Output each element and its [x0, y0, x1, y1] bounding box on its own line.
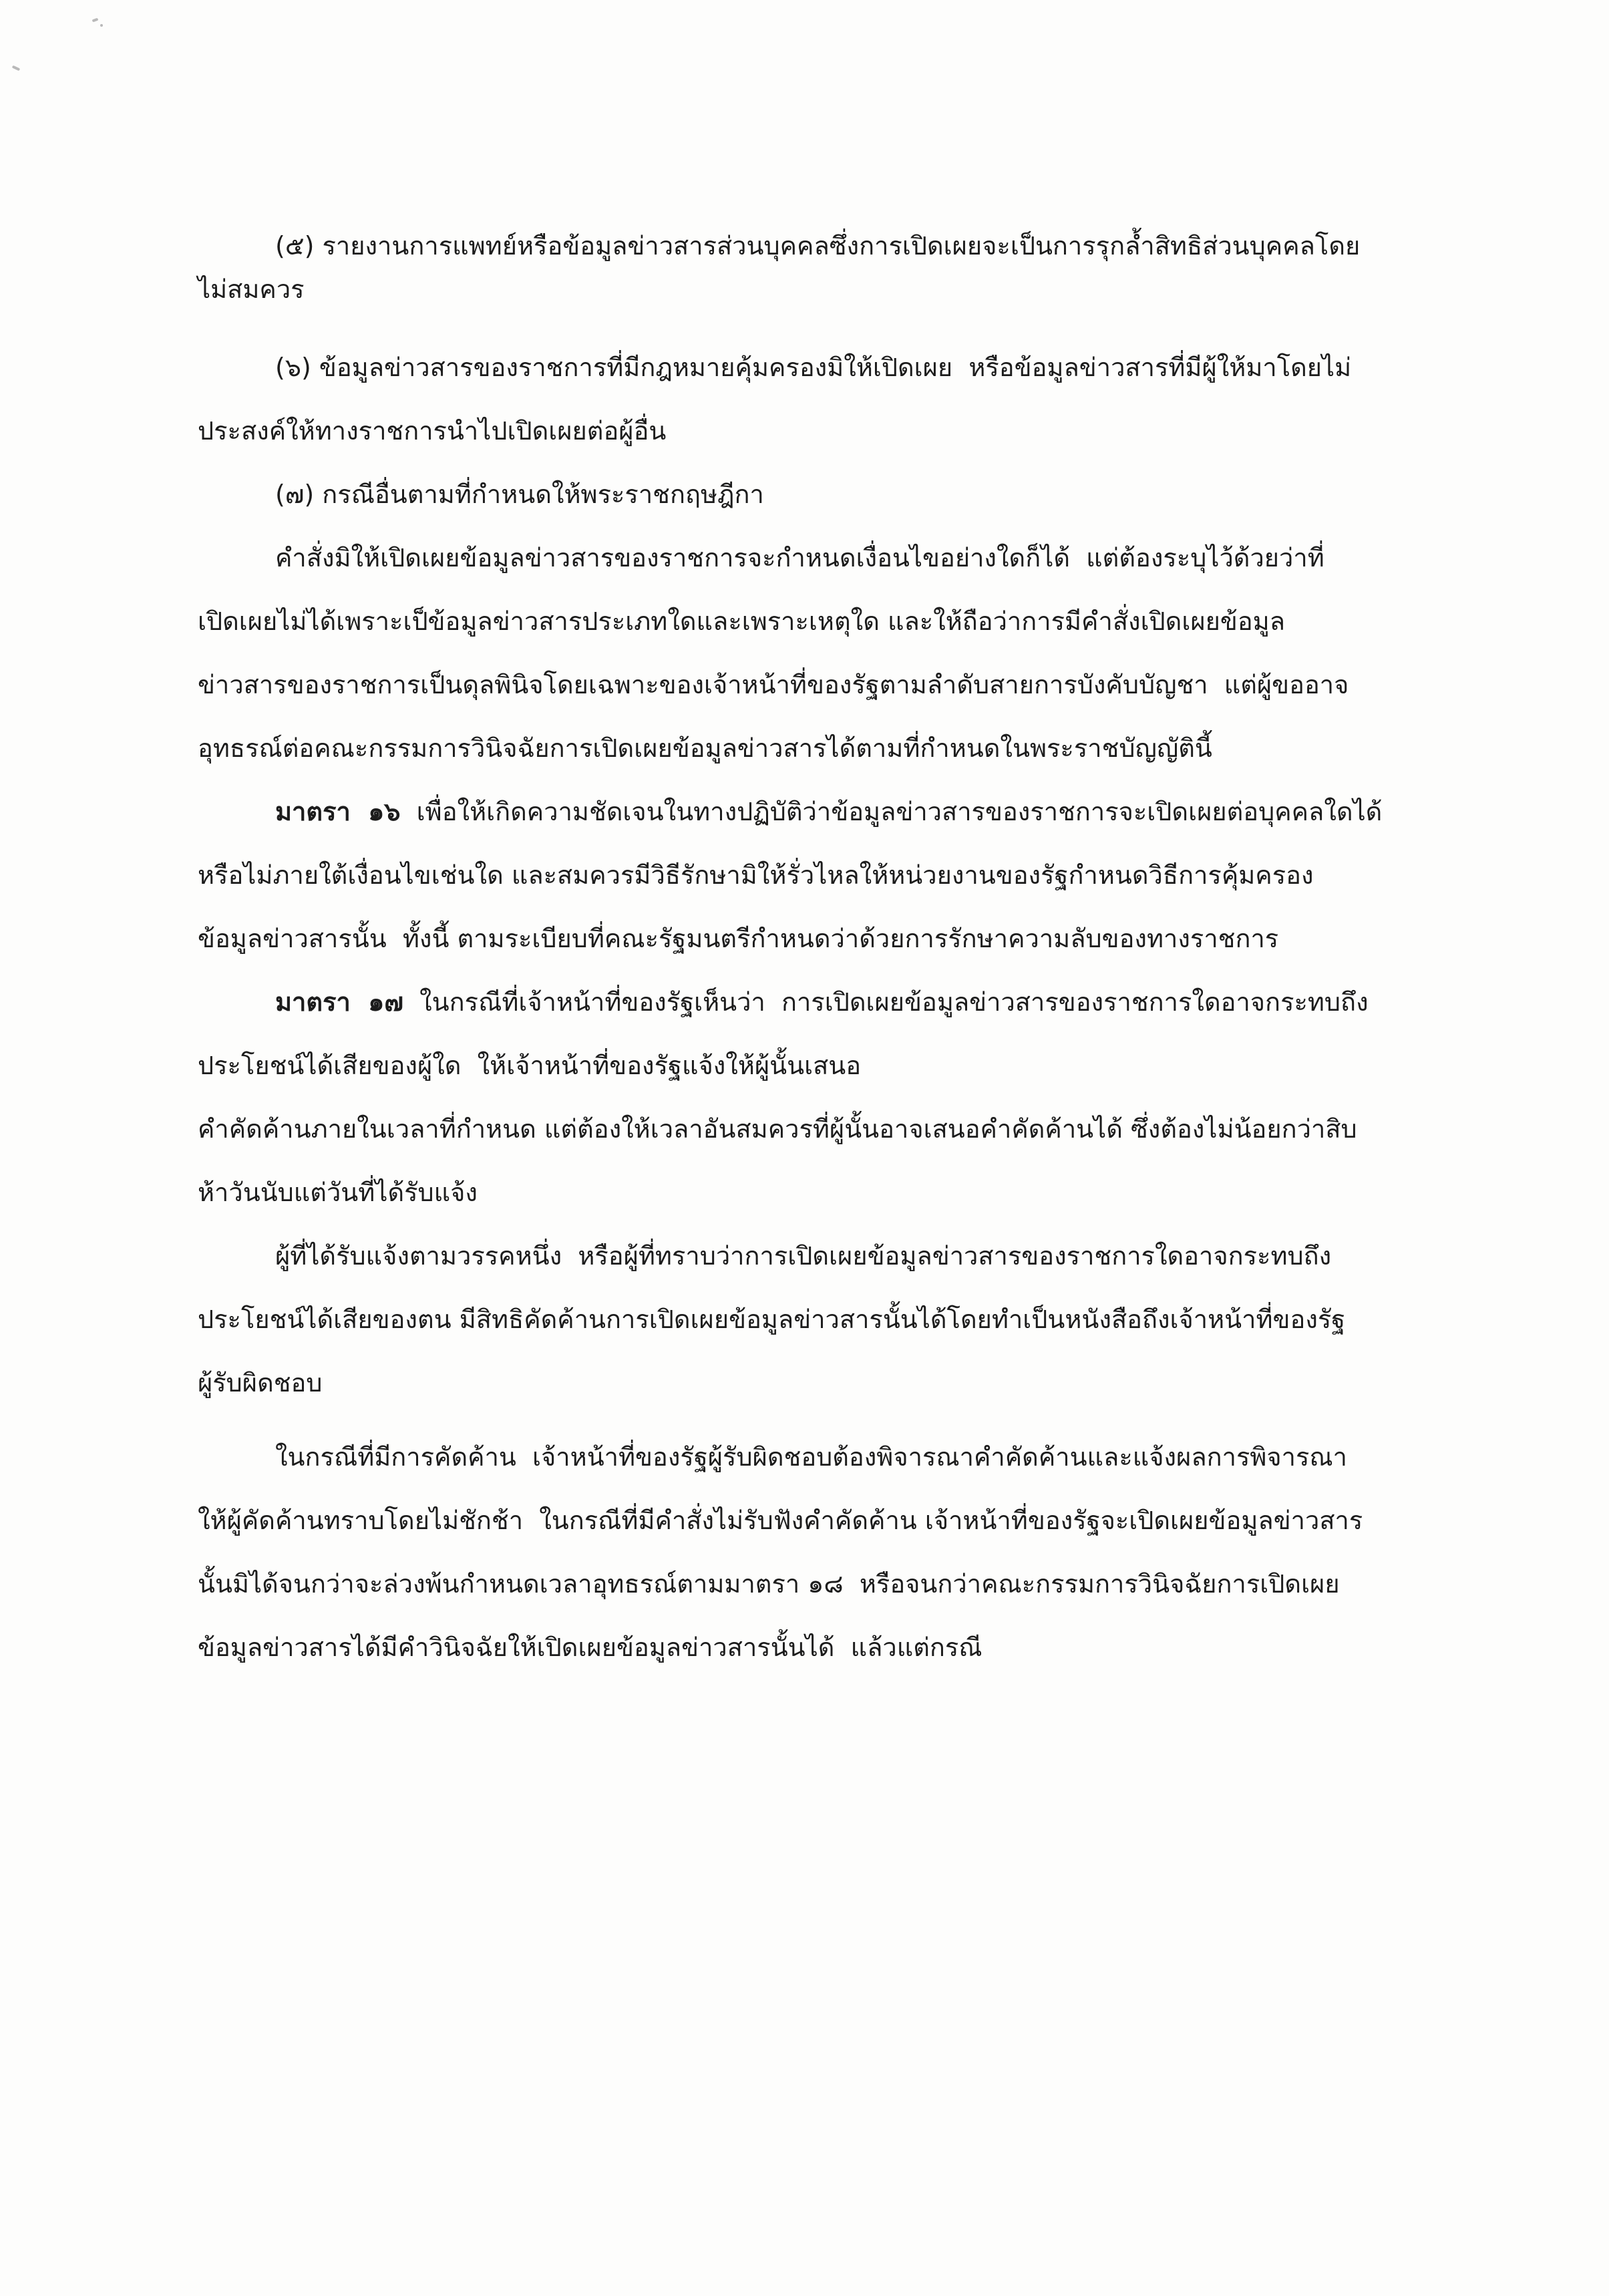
text-line: (๖) ข้อมูลข่าวสารของราชการที่มีกฎหมายคุ้มครองมิให้เปิดเผย หรือข้อมูลข่าวสารที่มีผู้ให้มาโดยไม่	[275, 353, 1352, 382]
text-line: อุทธรณ์ต่อคณะกรรมการวินิจฉัยการเปิดเผยข้อมูลข่าวสารได้ตามที่กำหนดในพระราชบัญญัตินี้	[198, 733, 1212, 763]
scan-speck	[92, 18, 99, 23]
text-line: ผู้รับผิดชอบ	[198, 1368, 323, 1398]
text-line: ให้ผู้คัดค้านทราบโดยไม่ชักช้า ในกรณีที่มีคำสั่งไม่รับฟังคำคัดค้าน เจ้าหน้าที่ของรัฐจะเปิดเผยข้อมูลข่าวสาร	[198, 1506, 1363, 1535]
text-line: เปิดเผยไม่ได้เพราะเป็ข้อมูลข่าวสารประเภทใดและเพราะเหตุใด และให้ถือว่าการมีคำสั่งเปิดเผยข้อมูล	[198, 607, 1286, 636]
section-17	[198, 971, 1436, 1224]
section-number: มาตรา ๑๗	[275, 987, 403, 1017]
order-paragraph	[198, 526, 1436, 780]
clause-5	[198, 214, 1436, 321]
text-line: ประโยชน์ได้เสียของผู้ใด ให้เจ้าหน้าที่ของรัฐแจ้งให้ผู้นั้นเสนอ	[198, 1051, 862, 1080]
text-line: (๗) กรณีอื่นตามที่กำหนดให้พระราชกฤษฎีกา	[275, 480, 764, 509]
text-line: คำคัดค้านภายในเวลาที่กำหนด แต่ต้องให้เวลาอันสมควรที่ผู้นั้นอาจเสนอคำคัดค้านได้ ซึ่งต้องไม่น้อยกว่าสิบ	[198, 1114, 1357, 1144]
section-number: มาตรา ๑๖	[275, 797, 401, 826]
text-line: ผู้ที่ได้รับแจ้งตามวรรคหนึ่ง หรือผู้ที่ทราบว่าการเปิดเผยข้อมูลข่าวสารของราชการใดอาจกระทบถึง	[275, 1241, 1332, 1271]
document-body	[198, 214, 1436, 1679]
text-line: ประสงค์ให้ทางราชการนำไปเปิดเผยต่อผู้อื่น	[198, 416, 667, 446]
text-line: ประโยชน์ได้เสียของตน มีสิทธิคัดค้านการเปิดเผยข้อมูลข่าวสารนั้นได้โดยทำเป็นหนังสือถึงเจ้าหน้าที่ของรัฐ	[198, 1305, 1346, 1334]
text-line: หรือไม่ภายใต้เงื่อนไขเช่นใด และสมควรมีวิธีรักษามิให้รั่วไหลให้หน่วยงานของรัฐกำหนดวิธีการคุ้มครอง	[198, 860, 1314, 890]
scan-speck	[12, 65, 21, 71]
text-line: ข่าวสารของราชการเป็นดุลพินิจโดยเฉพาะของเจ้าหน้าที่ของรัฐตามลำดับสายการบังคับบัญชา แต่ผู้ขออาจ	[198, 670, 1349, 699]
scan-speck	[100, 24, 103, 27]
section-16	[198, 780, 1436, 971]
clause-6	[198, 336, 1436, 463]
text-line: คำสั่งมิให้เปิดเผยข้อมูลข่าวสารของราชการจะกำหนดเงื่อนไขอย่างใดก็ได้ แต่ต้องระบุไว้ด้วยว่าที่	[275, 543, 1324, 572]
text-line: นั้นมิได้จนกว่าจะล่วงพ้นกำหนดเวลาอุทธรณ์ตามมาตรา ๑๘ หรือจนกว่าคณะกรรมการวินิจฉัยการเปิดเผย	[198, 1569, 1340, 1599]
text-line: ในกรณีที่มีการคัดค้าน เจ้าหน้าที่ของรัฐผู้รับผิดชอบต้องพิจารณาคำคัดค้านและแจ้งผลการพิจารณา	[275, 1442, 1348, 1472]
section-heading-line	[198, 780, 1436, 844]
text-line: ข้อมูลข่าวสารนั้น ทั้งนี้ ตามระเบียบที่คณะรัฐมนตรีกำหนดว่าด้วยการรักษาความลับของทางราชการ	[198, 924, 1279, 953]
text-line: ไม่สมควร	[198, 275, 305, 304]
clause-7	[198, 463, 1436, 526]
text-line: (๕) รายงานการแพทย์หรือข้อมูลข่าวสารส่วนบุคคลซึ่งการเปิดเผยจะเป็นการรุกล้ำสิทธิส่วนบุคคลโดย	[275, 231, 1361, 261]
section-heading-line	[198, 971, 1436, 1034]
text-line: ข้อมูลข่าวสารได้มีคำวินิจฉัยให้เปิดเผยข้อมูลข่าวสารนั้นได้ แล้วแต่กรณี	[198, 1633, 982, 1662]
text-line: ห้าวันนับแต่วันที่ได้รับแจ้ง	[198, 1178, 478, 1207]
objection-paragraph	[198, 1224, 1436, 1415]
consideration-paragraph	[198, 1426, 1436, 1679]
text-line: ในกรณีที่เจ้าหน้าที่ของรัฐเห็นว่า การเปิดเผยข้อมูลข่าวสารของราชการใดอาจกระทบถึง	[403, 987, 1369, 1017]
text-line: เพื่อให้เกิดความชัดเจนในทางปฏิบัติว่าข้อมูลข่าวสารของราชการจะเปิดเผยต่อบุคคลใดได้	[400, 797, 1383, 826]
